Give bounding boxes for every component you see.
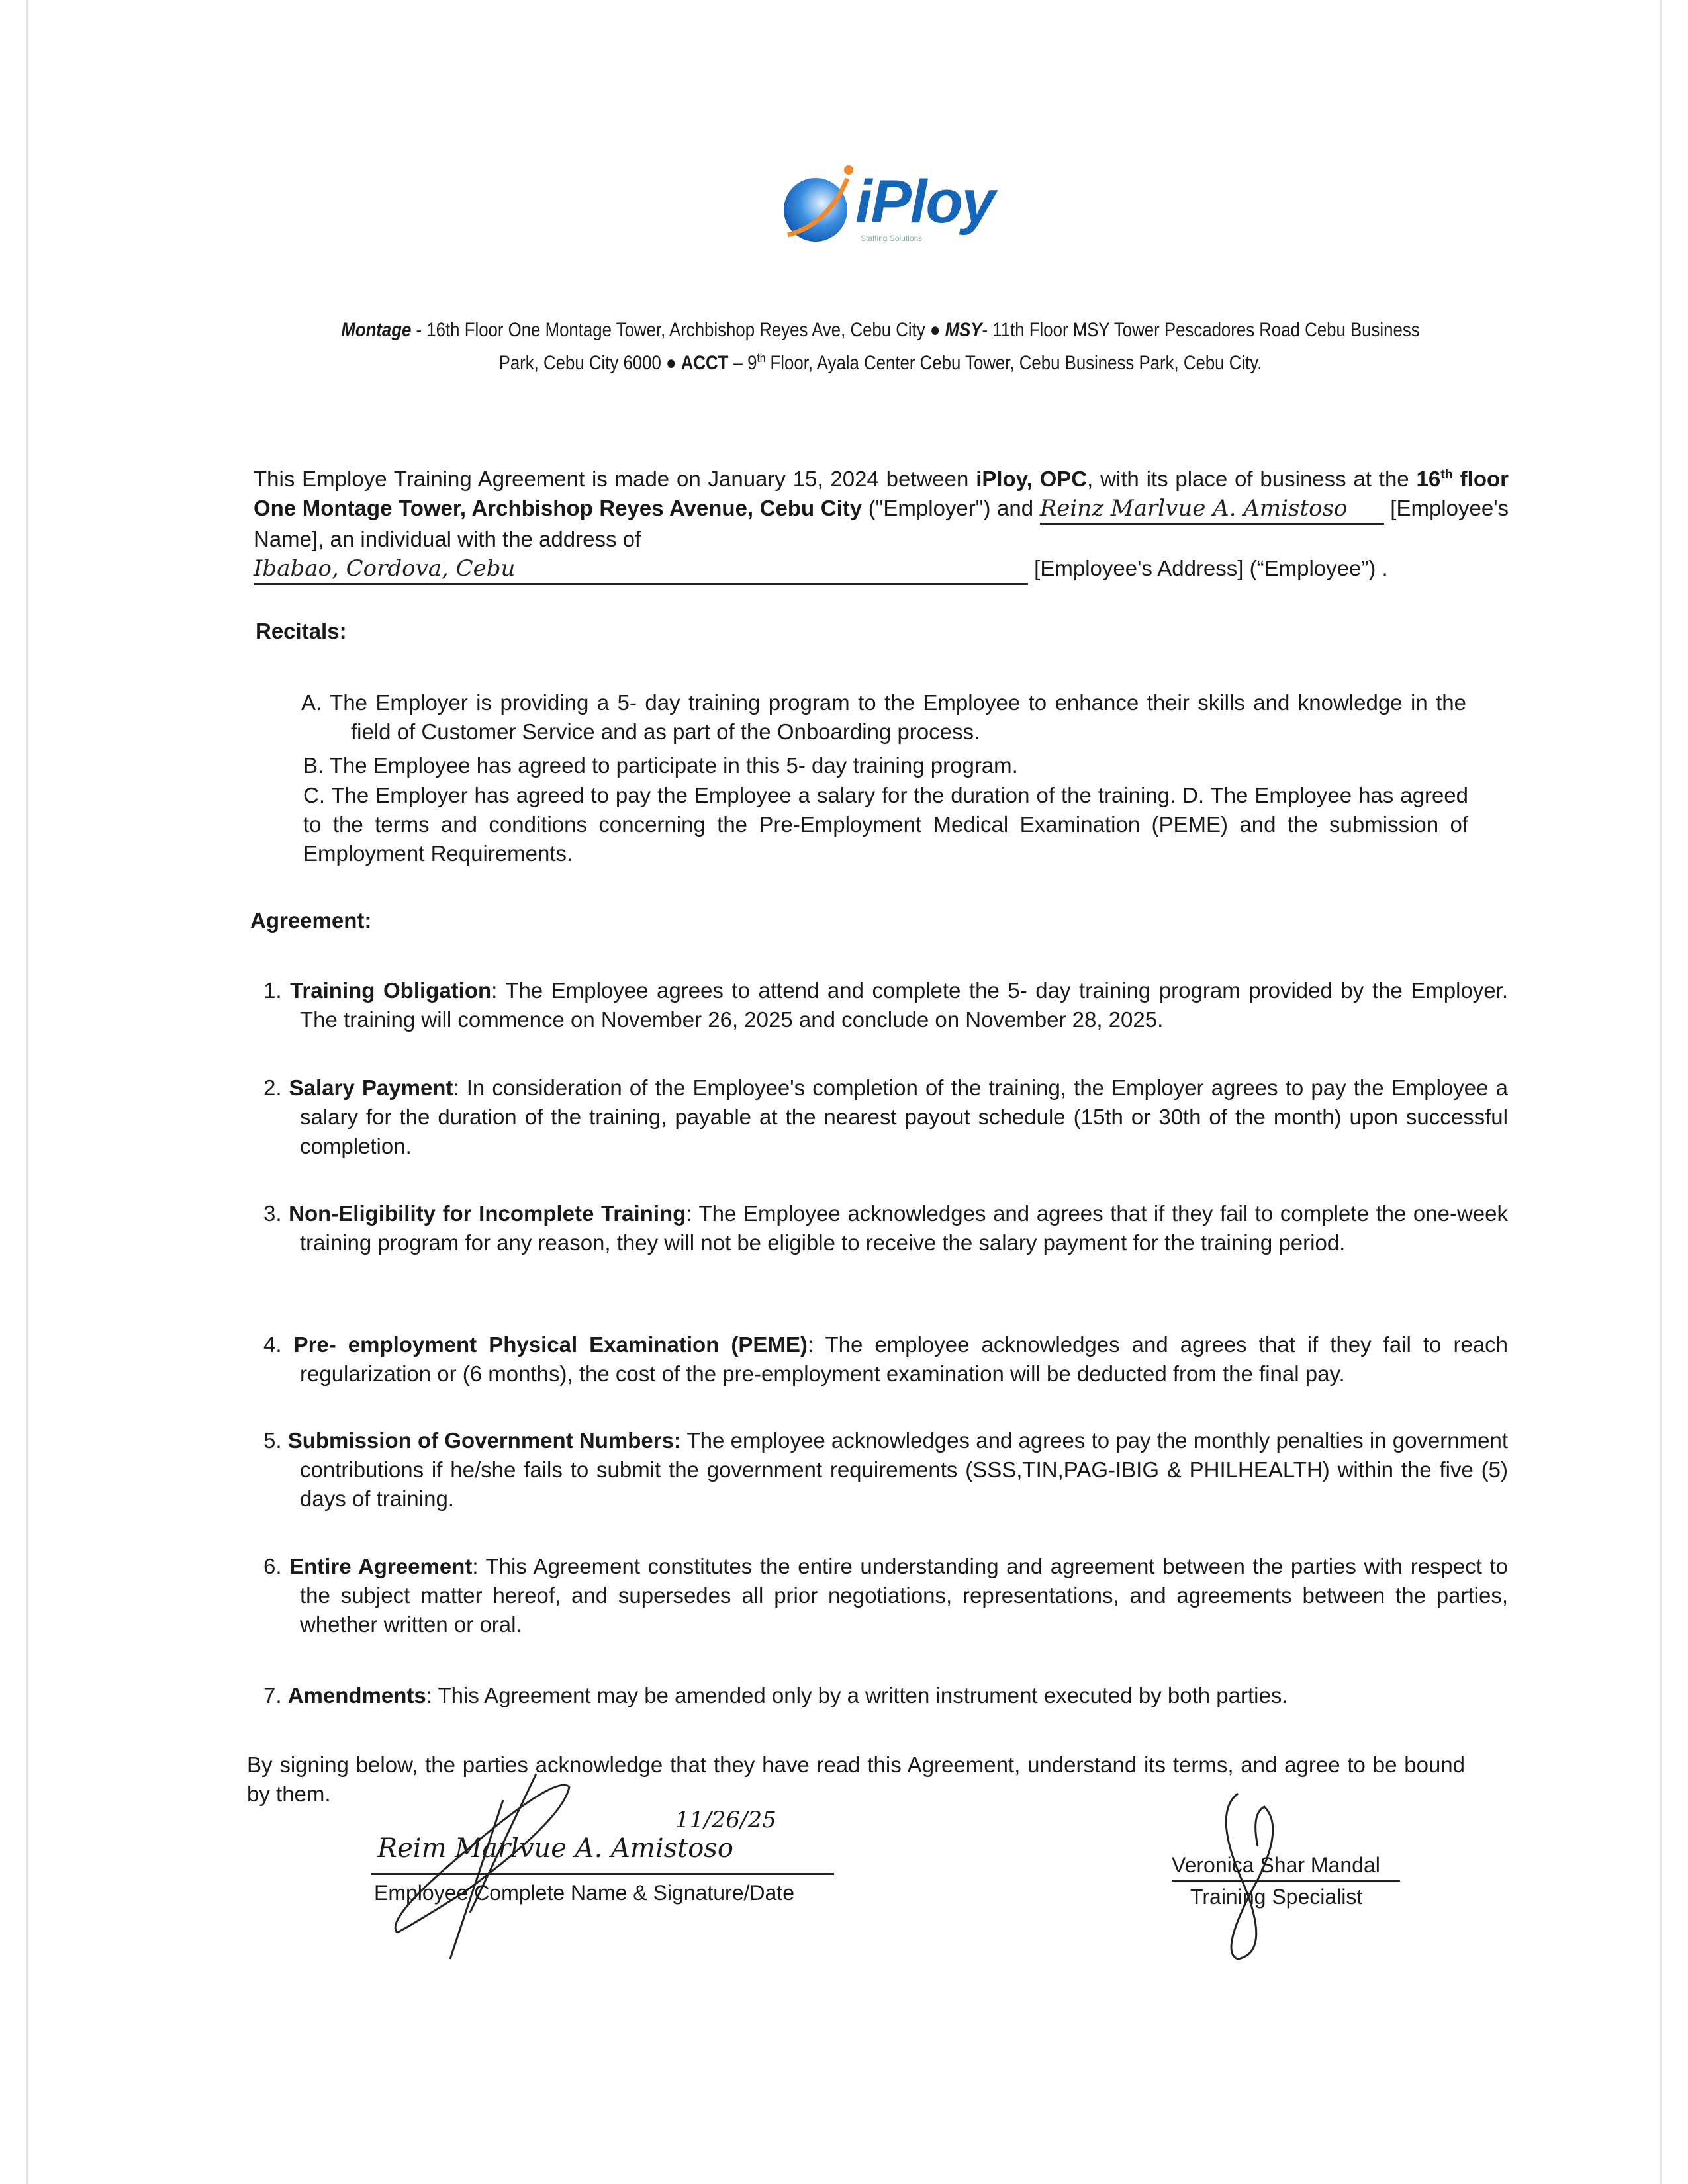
scan-edge bbox=[1660, 0, 1662, 2184]
specialist-signature-block bbox=[1172, 1787, 1410, 1972]
item-text: : The Employee acknowledges and agrees that if they fail to complete the one-week training program for any reason, they will not be eligible to receive the salary payment for the training period. bbox=[300, 1201, 1509, 1255]
agreement-item bbox=[250, 1073, 1508, 1161]
recitals-heading: Recitals: bbox=[256, 619, 347, 643]
specialist-title: Training Specialist bbox=[1190, 1885, 1363, 1909]
item-number: 1. bbox=[263, 978, 282, 1003]
item-number: 6. bbox=[263, 1554, 282, 1578]
item-text: : The employee acknowledges and agrees that if they fail to reach regularization or (6 months), the cost of the pre-employment examination will be deducted from the final pay. bbox=[300, 1332, 1508, 1386]
intro-paragraph: This Employe Training Agreement is made on January 15, 2024 between iPloy, OPC, with its place of business at the 16th floor One Montage Tower, Archbishop Reyes Avenue, Cebu City ("Employer") and Reinz Marlvue A. Amistoso [Employee's Name], an individual with the address of Ibabao, Cordova, Cebu [Employee's Address] (“Employee”) . bbox=[254, 460, 1509, 585]
item-number: 5. bbox=[263, 1428, 282, 1453]
company-logo: iPloy Staffing Solutions bbox=[774, 162, 1000, 248]
agreement-item bbox=[250, 1330, 1508, 1388]
signature-line bbox=[371, 1873, 834, 1875]
item-number: 4. bbox=[263, 1332, 282, 1357]
item-title: Submission of Government Numbers: bbox=[287, 1428, 681, 1453]
employee-signed-name: Reim Marlvue A. Amistoso bbox=[377, 1833, 733, 1864]
item-title: Entire Agreement bbox=[289, 1554, 473, 1578]
item-number: 2. bbox=[263, 1075, 282, 1100]
specialist-name: Veronica Shar Mandal bbox=[1172, 1853, 1380, 1877]
signature-line bbox=[1172, 1880, 1400, 1882]
item-title: Amendments bbox=[287, 1683, 426, 1707]
agreement-item bbox=[250, 1426, 1508, 1514]
item-text: The employee acknowledges and agrees to pay the monthly penalties in government contributions if he/she fails to submit the government requirements (SSS,TIN,PAG-IBIG & PHILHEALTH) within the five (5) days of training. bbox=[300, 1428, 1508, 1511]
employee-name-field: Reinz Marlvue A. Amistoso bbox=[1040, 494, 1384, 525]
agreement-heading: Agreement: bbox=[250, 908, 372, 933]
agreement-item bbox=[250, 976, 1508, 1034]
recital-b: B. The Employee has agreed to participate in this 5- day training program. bbox=[303, 753, 1018, 778]
agreement-item bbox=[250, 1681, 1508, 1710]
item-text: : The Employee agrees to attend and complete the 5- day training program provided by the Employer. The training will commence on November 26, 2025 and conclude on November 28, 2025. bbox=[300, 978, 1508, 1032]
scan-edge bbox=[26, 0, 28, 2184]
item-number: 7. bbox=[263, 1683, 282, 1707]
handwritten-signature bbox=[371, 1760, 847, 1979]
office-addresses: Montage - 16th Floor One Montage Tower, Archbishop Reyes Ave, Cebu City ● MSY- 11th Floor MSY Tower Pescadores Road Cebu Business Park, Cebu City 6000 ● ACCT – 9th Floor, Ayala Center Cebu Tower, Cebu Business Park, Cebu City. bbox=[341, 319, 1420, 374]
item-text: : This Agreement constitutes the entire understanding and agreement between the parties with respect to the subject matter hereof, and supersedes all prior negotiations, representations, and agreements between the parties, whether written or oral. bbox=[300, 1554, 1508, 1637]
closing-statement: By signing below, the parties acknowledge that they have read this Agreement, understand its terms, and agree to be bound by them. bbox=[247, 1752, 1465, 1806]
employee-signature-label: Employee Complete Name & Signature/Date bbox=[374, 1881, 794, 1905]
employee-address-field: Ibabao, Cordova, Cebu bbox=[254, 554, 1028, 585]
agreement-item bbox=[250, 1199, 1508, 1257]
item-title: Pre- employment Physical Examination (PEME) bbox=[293, 1332, 808, 1357]
item-text: : In consideration of the Employee's completion of the training, the Employer agrees to pay the Employee a salary for the duration of the training, payable at the nearest payout schedule (15th or 30th of the month) upon successful completion. bbox=[300, 1075, 1508, 1158]
item-text: : This Agreement may be amended only by a written instrument executed by both parties. bbox=[426, 1683, 1288, 1707]
item-title: Salary Payment bbox=[289, 1075, 453, 1100]
item-title: Training Obligation bbox=[290, 978, 492, 1003]
employee-signature-block bbox=[371, 1807, 847, 1972]
agreement-item bbox=[250, 1552, 1508, 1639]
recital-a: A. The Employer is providing a 5- day training program to the Employee to enhance their skills and knowledge in the field of Customer Service and as part of the Onboarding process. bbox=[301, 690, 1466, 744]
item-number: 3. bbox=[263, 1201, 282, 1226]
recital-c: C. The Employer has agreed to pay the Employee a salary for the duration of the training. D. The Employee has agreed to the terms and conditions concerning the Pre-Employment Medical Examination (PEME) and the submission of Employment Requirements. bbox=[303, 783, 1468, 866]
employee-sign-date: 11/26/25 bbox=[675, 1807, 776, 1833]
globe-icon bbox=[774, 162, 857, 248]
item-title: Non-Eligibility for Incomplete Training bbox=[289, 1201, 686, 1226]
